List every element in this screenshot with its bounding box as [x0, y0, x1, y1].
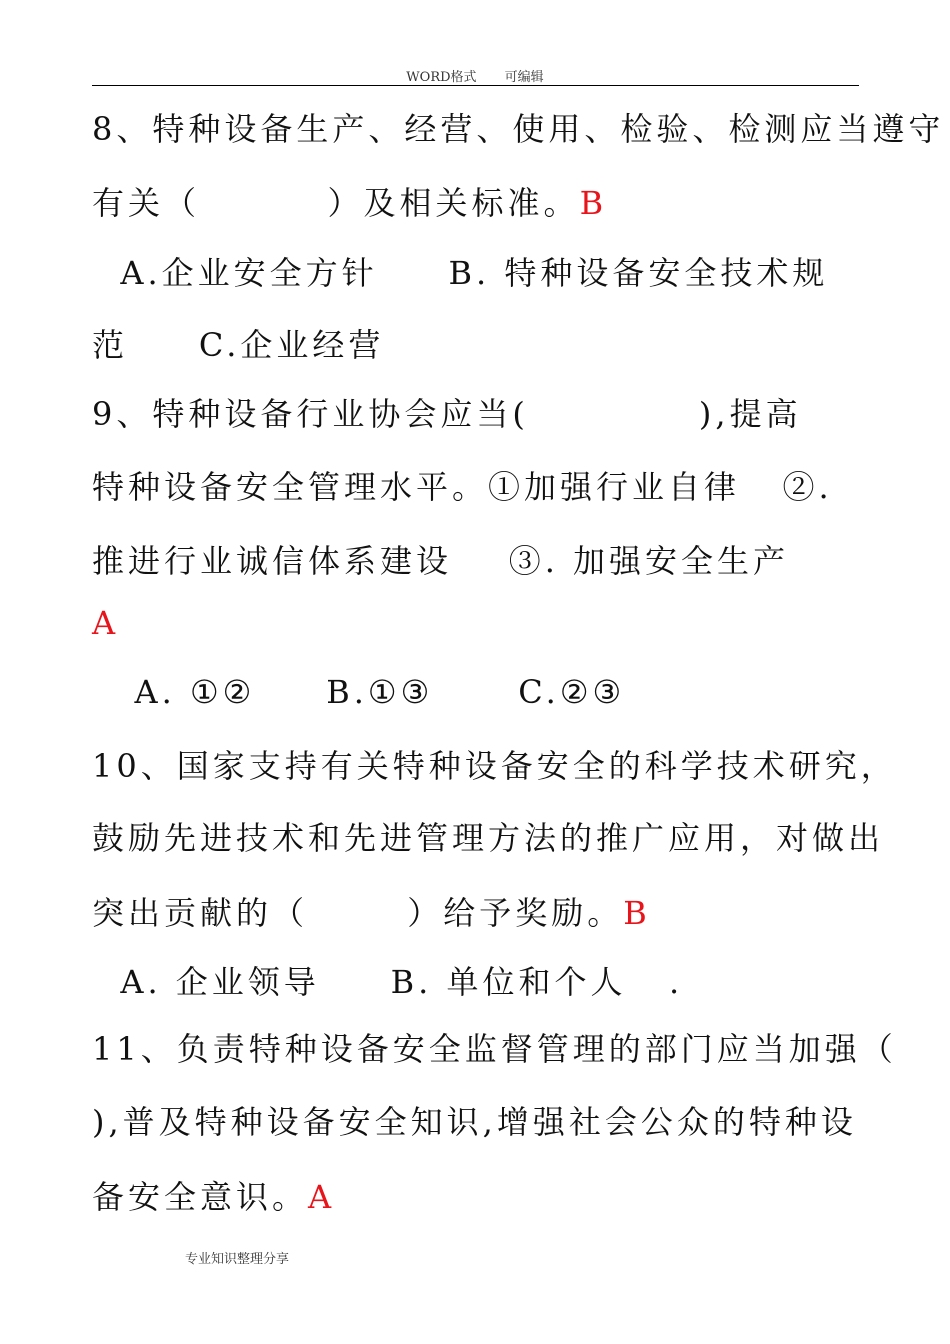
header-editable-label: 可编辑 [504, 70, 544, 85]
header-format-label: WORD格式 [406, 70, 477, 85]
text-line: 范 C.企业经营 [92, 326, 385, 364]
text-line: 有关（ ）及相关标准。B [92, 184, 608, 222]
answer-mark: A [92, 604, 120, 642]
text-line: 9、特种设备行业协会应当( ),提高 [92, 395, 802, 433]
text-line: A. 企业领导 B. 单位和个人 . [92, 963, 684, 1001]
text-line: 鼓励先进技术和先进管理方法的推广应用，对做出 [92, 819, 885, 857]
answer-mark: B [623, 894, 651, 932]
header-rule [92, 85, 859, 86]
text-line: 特种设备安全管理水平。①加强行业自律 ②. [92, 468, 833, 506]
text-line: 10、国家支持有关特种设备安全的科学技术研究， [92, 747, 897, 785]
page-header [0, 66, 950, 85]
text-line: 突出贡献的（ ）给予奖励。B [92, 894, 651, 932]
text-line [92, 604, 119, 642]
answer-mark: A [308, 1178, 336, 1216]
page-footer: 专业知识整理分享 [185, 1252, 290, 1267]
text-line: 备安全意识。A [92, 1178, 336, 1216]
text-line: A.企业安全方针 B. 特种设备安全技术规 [92, 254, 829, 292]
text-line: ),普及特种设备安全知识,增强社会公众的特种设 [92, 1103, 857, 1141]
answer-mark: B [579, 184, 608, 222]
text-line: A. ①② B.①③ C.②③ [92, 673, 626, 711]
text-line: 8、特种设备生产、经营、使用、检验、检测应当遵守 [92, 110, 945, 148]
text-line: 11、负责特种设备安全监督管理的部门应当加强（ [92, 1030, 897, 1068]
text-line: 推进行业诚信体系建设 ③. 加强安全生产 [92, 542, 790, 580]
